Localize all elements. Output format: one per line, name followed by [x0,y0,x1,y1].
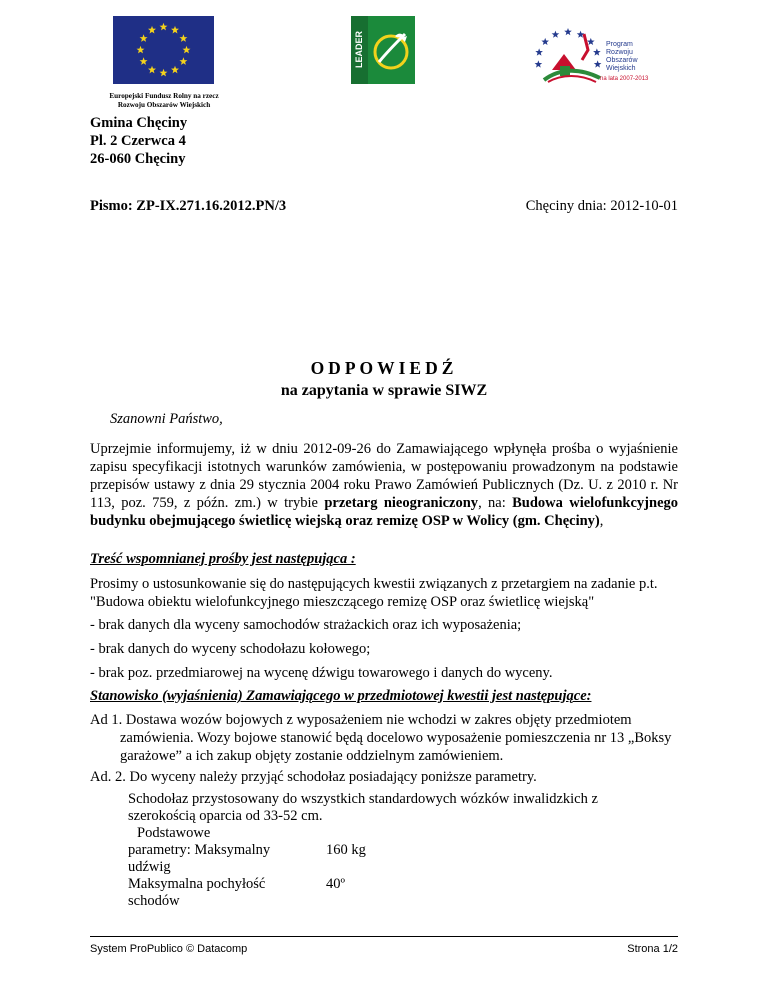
address-line-2: Pl. 2 Czerwca 4 [90,133,186,149]
request-bullet: - brak danych do wyceny schodołazu kołowego; [90,641,371,657]
eu-fund-caption [92,92,236,110]
request-bullet: - brak danych dla wyceny samochodów strażackich oraz ich wyposażenia; [90,617,522,633]
answer-heading: Stanowisko (wyjaśnienia) Zamawiającego w przedmiotowej kwestii jest następujące: [90,688,592,704]
prow-years: na lata 2007-2013 [600,76,649,82]
salutation: Szanowni Państwo, [110,411,223,427]
leader-text: LEADER [354,30,364,68]
prow-line-3: Obszarów [606,57,638,64]
request-heading: Treść wspomnianej prośby jest następująca : [90,551,356,567]
municipality-address [90,114,187,168]
star-icon [552,31,560,38]
document-subtitle: na zapytania w sprawie SIWZ [280,382,488,399]
eu-flag-logo [113,16,214,84]
prow-line-2: Rozwoju [606,49,633,56]
star-icon [587,38,595,45]
intro-part-3: , [599,513,604,529]
request-text: Prosimy o ustosunkowanie się do następujących kwestii związanych z przetargiem na zadanie p.t. "Budowa obiektu wielofunkcyjnego mieszczącego remizę OSP oraz świetlicę wiejską" [90,576,658,610]
footer-system: System ProPublico © Datacomp [90,943,248,955]
request-bullet: - brak poz. przedmiarowej na wycenę dźwigu towarowego i danych do wyceny. [90,665,553,681]
param-slope-value: 40º [326,876,345,892]
address-line-1: Gmina Chęciny [90,115,188,131]
answer-ad1: Ad 1. Dostawa wozów bojowych z wyposażeniem nie wchodzi w zakres objęty przedmiotem zamówienia. Wozy bojowe stanowić będą docelowo wyposażenie pomieszczenia nr 13 „Boksy garażowe” a ich zakup objęty zostanie oddzielnym zamówieniem. [90,712,672,764]
leader-logo [351,16,415,84]
eu-caption-line2: Rozwoju Obszarów Wiejskich [117,101,211,109]
eu-caption-line1: Europejski Fundusz Rolny na rzecz [109,92,219,100]
letter-reference: Pismo: ZP-IX.271.16.2012.PN/3 [90,198,287,214]
stairlift-description: Schodołaz przystosowany do wszystkich standardowych wózków inwalidzkich z szerokością oparcia od 33-52 cm. [128,791,598,824]
star-icon [594,60,602,67]
star-icon [593,48,601,55]
intro-part-2: , na: [478,495,513,511]
address-line-3: 26-060 Chęciny [90,151,186,167]
params-basic-label: Podstawowe [137,825,211,841]
answer-ad2: Ad. 2. Do wyceny należy przyjąć schodołaz posiadający poniższe parametry. [90,769,537,785]
star-icon [535,48,543,55]
star-icon [541,38,549,45]
contract-subject: Budowa wielofunkcyjnego budynku obejmującego świetlicę wiejską oraz remizę OSP w Wolicy (gm. Chęciny) [90,495,679,529]
procedure-mode: przetarg nieograniczony [324,495,479,511]
intro-paragraph [90,440,678,530]
prow-programme-logo [530,20,678,88]
star-icon [535,60,543,67]
footer-divider [90,936,678,937]
prow-line-1: Program [606,41,633,48]
document-title: ODPOWIEDŹ [310,358,458,378]
param-capacity-label: parametry: Maksymalny udźwig [128,842,271,875]
param-capacity-value: 160 kg [326,842,366,858]
intro-part-1: Uprzejmie informujemy, iż w dniu 2012-09-26 do Zamawiającego wpłynęła prośba o wyjaśnienie zapisu specyfikacji istotnych warunków zamówienia, w postępowaniu prowadzonym na podstawie przepisów ustawy z dnia 29 stycznia 2004 roku Prawo Zamówień Publicznych (Dz. U. z 2010 r. Nr 113, poz. 759, z późn. zm.) w trybie [90,441,678,511]
star-icon [564,28,572,35]
footer-page-number: Strona 1/2 [627,943,678,955]
prow-line-4: Wiejskich [606,65,636,72]
letter-date: Chęciny dnia: 2012-10-01 [525,198,678,214]
param-slope-label: Maksymalna pochyłość schodów [128,876,266,909]
